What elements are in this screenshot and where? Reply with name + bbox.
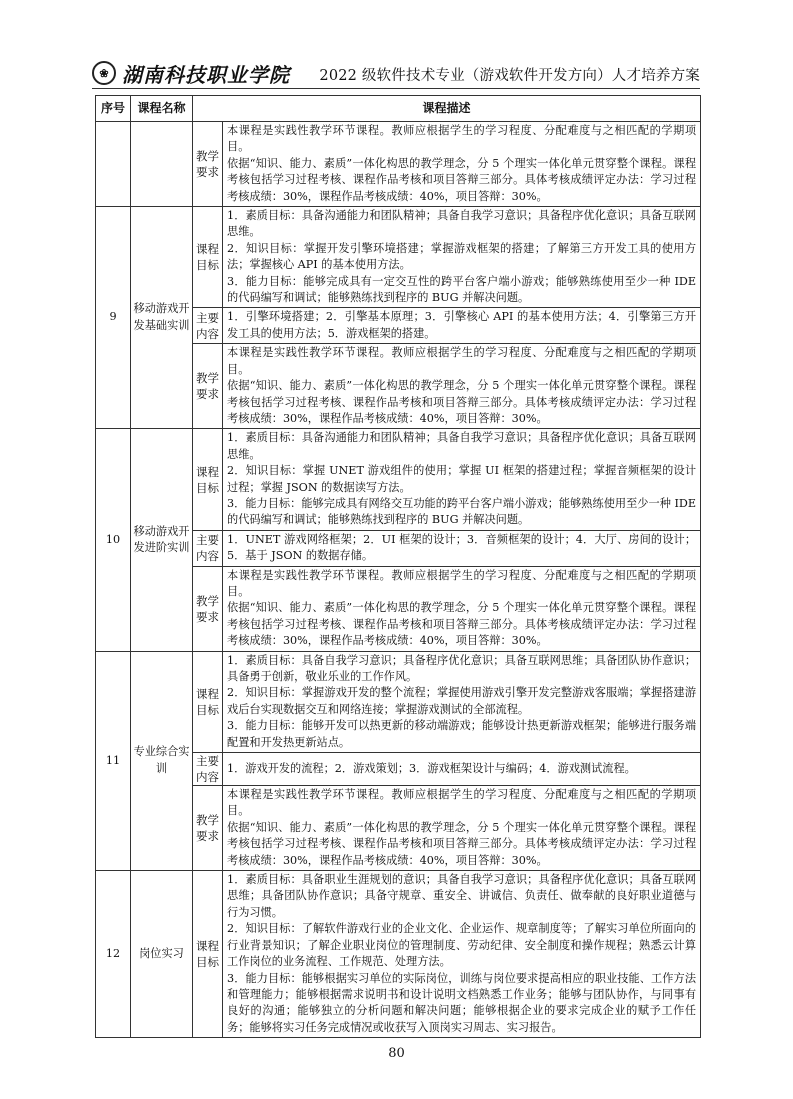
sub-label: 教学要求	[193, 344, 223, 429]
no-cell	[96, 122, 131, 207]
desc-line: 2．知识目标：掌握游戏开发的整个流程；掌握使用游戏引擎开发完整游戏客服端；掌握搭建游戏后台实现数据交互和网络连接；掌握游戏测试的全部流程。	[227, 686, 697, 716]
desc-line: 本课程是实践性教学环节课程。教师应根据学生的学习程度、分配难度与之相匹配的学期项目。	[227, 124, 697, 154]
desc-cell	[223, 566, 701, 651]
course-name: 岗位实习	[131, 871, 193, 1038]
table-row	[96, 651, 701, 752]
course-no: 11	[96, 651, 131, 870]
desc-cell	[223, 753, 701, 786]
desc-line: 2．知识目标：掌握 UNET 游戏组件的使用；掌握 UI 框架的搭建过程；掌握音频框架的设计过程；掌握 JSON 的数据读写方法。	[227, 464, 697, 494]
desc-line: 3．能力目标：能够完成具有网络交互功能的跨平台客户端小游戏；能够熟练使用至少一种 IDE 的代码编写和调试；能够熟练找到程序的 BUG 并解决问题。	[227, 496, 697, 527]
course-no: 10	[96, 429, 131, 651]
sub-label: 教学要求	[193, 786, 223, 871]
desc-cell	[223, 122, 701, 207]
sub-label: 主要内容	[193, 530, 223, 566]
desc-cell	[223, 207, 701, 308]
table-row	[96, 122, 701, 207]
desc-line: 本课程是实践性教学环节课程。教师应根据学生的学习程度、分配难度与之相匹配的学期项目。	[227, 346, 697, 376]
course-name: 专业综合实训	[131, 651, 193, 870]
desc-line: 依据“知识、能力、素质”一体化构思的教学理念，分 5 个理实一体化单元贯穿整个课程。课程考核包括学习过程考核、课程作品考核和项目答辩三部分。具体考核成绩评定办法：学习过程考核成绩：30%，课程作品考核成绩：40%，项目答辩：30%。	[227, 379, 697, 425]
school-name: 湖南科技职业学院	[122, 62, 290, 87]
course-name: 移动游戏开发进阶实训	[131, 429, 193, 651]
table-row	[96, 429, 701, 530]
desc-line: 1．素质目标：具备沟通能力和团队精神；具备自我学习意识；具备程序优化意识；具备互联网思维。	[227, 209, 697, 239]
desc-cell	[223, 786, 701, 871]
table-header-row	[96, 96, 701, 122]
course-name: 移动游戏开发基础实训	[131, 207, 193, 429]
sub-label: 教学要求	[193, 122, 223, 207]
desc-line: 3．能力目标：能够根据实习单位的实际岗位，训练与岗位要求提高相应的职业技能、工作方法和管理能力；能够根据需求说明书和设计说明文档熟悉工作业务；能够与团队协作，与同事有良好的沟通；能够独立的分析问题和解决问题；能够根据企业的要求完成企业的赋予工作任务；能够将实习任务完成情况或收获写入顶岗实习周志、实习报告。	[227, 971, 697, 1034]
desc-line: 1．素质目标：具备职业生涯规划的意识；具备自我学习意识；具备程序优化意识；具备互联网思维；具备团队协作意识；具备守规章、重安全、讲诚信、负责任、做奉献的良好职业道德与行为习惯。	[227, 873, 697, 919]
desc-cell	[223, 530, 701, 566]
document-title: 2022 级软件技术专业（游戏软件开发方向）人才培养方案	[319, 68, 700, 84]
header-name: 课程名称	[131, 96, 193, 122]
desc-line: 依据“知识、能力、素质”一体化构思的教学理念，分 5 个理实一体化单元贯穿整个课程。课程考核包括学习过程考核、课程作品考核和项目答辩三部分。具体考核成绩评定办法：学习过程考核成绩：30%，课程作品考核成绩：40%，项目答辩：30%。	[227, 156, 697, 203]
table-row	[96, 871, 701, 1038]
desc-line: 依据“知识、能力、素质”一体化构思的教学理念，分 5 个理实一体化单元贯穿整个课程。课程考核包括学习过程考核、课程作品考核和项目答辩三部分。具体考核成绩评定办法：学习过程考核成绩：30%，课程作品考核成绩：40%，项目答辩：30%。	[227, 820, 697, 867]
desc-line: 3．能力目标：能够开发可以热更新的移动端游戏；能够设计热更新游戏框架；能够进行服务端配置和开发热更新站点。	[227, 719, 697, 749]
table-row	[96, 207, 701, 308]
sub-label: 主要内容	[193, 753, 223, 786]
school-logo	[92, 58, 290, 88]
desc-line: 本课程是实践性教学环节课程。教师应根据学生的学习程度、分配难度与之相匹配的学期项目。	[227, 788, 697, 818]
desc-line: 依据“知识、能力、素质”一体化构思的教学理念，分 5 个理实一体化单元贯穿整个课程。课程考核包括学习过程考核、课程作品考核和项目答辩三部分。具体考核成绩评定办法：学习过程考核成绩：30%，课程作品考核成绩：40%，项目答辩：30%。	[227, 601, 697, 648]
page-header	[92, 58, 700, 88]
sub-label: 课程目标	[193, 429, 223, 530]
desc-line: 1．引擎环境搭建；2．引擎基本原理；3．引擎核心 API 的基本使用方法；4．引擎第三方开发工具的使用方法；5．游戏框架的搭建。	[227, 310, 697, 340]
sub-label: 主要内容	[193, 308, 223, 344]
header-desc: 课程描述	[193, 96, 701, 122]
header-no: 序号	[96, 96, 131, 122]
sub-label: 课程目标	[193, 651, 223, 752]
desc-cell	[223, 308, 701, 344]
course-no: 12	[96, 871, 131, 1038]
name-cell	[131, 122, 193, 207]
desc-line: 本课程是实践性教学环节课程。教师应根据学生的学习程度、分配难度与之相匹配的学期项目。	[227, 568, 697, 598]
sub-label: 课程目标	[193, 871, 223, 1038]
desc-line: 1．素质目标：具备沟通能力和团队精神；具备自我学习意识；具备程序优化意识；具备互联网思维。	[227, 431, 697, 461]
desc-line: 3．能力目标：能够完成具有一定交互性的跨平台客户端小游戏；能够熟练使用至少一种 IDE 的代码编写和调试；能够熟练找到程序的 BUG 并解决问题。	[227, 274, 697, 305]
course-table	[95, 95, 701, 1038]
desc-cell	[223, 344, 701, 429]
desc-cell	[223, 651, 701, 752]
desc-line: 2．知识目标：了解软件游戏行业的企业文化、企业运作、规章制度等；了解实习单位所面向的行业背景知识；了解企业职业岗位的管理制度、劳动纪律、安全制度和操作规程；熟悉云计算工作岗位的业务流程、工作规范、处理方法。	[227, 922, 697, 969]
page-number: 80	[388, 1046, 405, 1061]
desc-line: 1．素质目标：具备自我学习意识；具备程序优化意识；具备互联网思维；具备团队协作意识；具备勇于创新，敬业乐业的工作作风。	[227, 653, 697, 683]
sub-label: 教学要求	[193, 566, 223, 651]
school-seal-icon: ❀	[92, 61, 116, 85]
desc-line: 1．游戏开发的流程；2．游戏策划；3．游戏框架设计与编码；4．游戏测试流程。	[227, 761, 636, 775]
desc-cell	[223, 429, 701, 530]
desc-cell	[223, 871, 701, 1038]
header-rule	[92, 88, 700, 89]
sub-label: 课程目标	[193, 207, 223, 308]
desc-line: 2．知识目标：掌握开发引擎环境搭建；掌握游戏框架的搭建；了解第三方开发工具的使用方法；掌握核心 API 的基本使用方法。	[227, 241, 697, 272]
course-no: 9	[96, 207, 131, 429]
desc-line: 1．UNET 游戏网络框架；2．UI 框架的设计；3．音频框架的设计；4．大厅、房间的设计；5．基于 JSON 的数据存储。	[227, 532, 697, 563]
